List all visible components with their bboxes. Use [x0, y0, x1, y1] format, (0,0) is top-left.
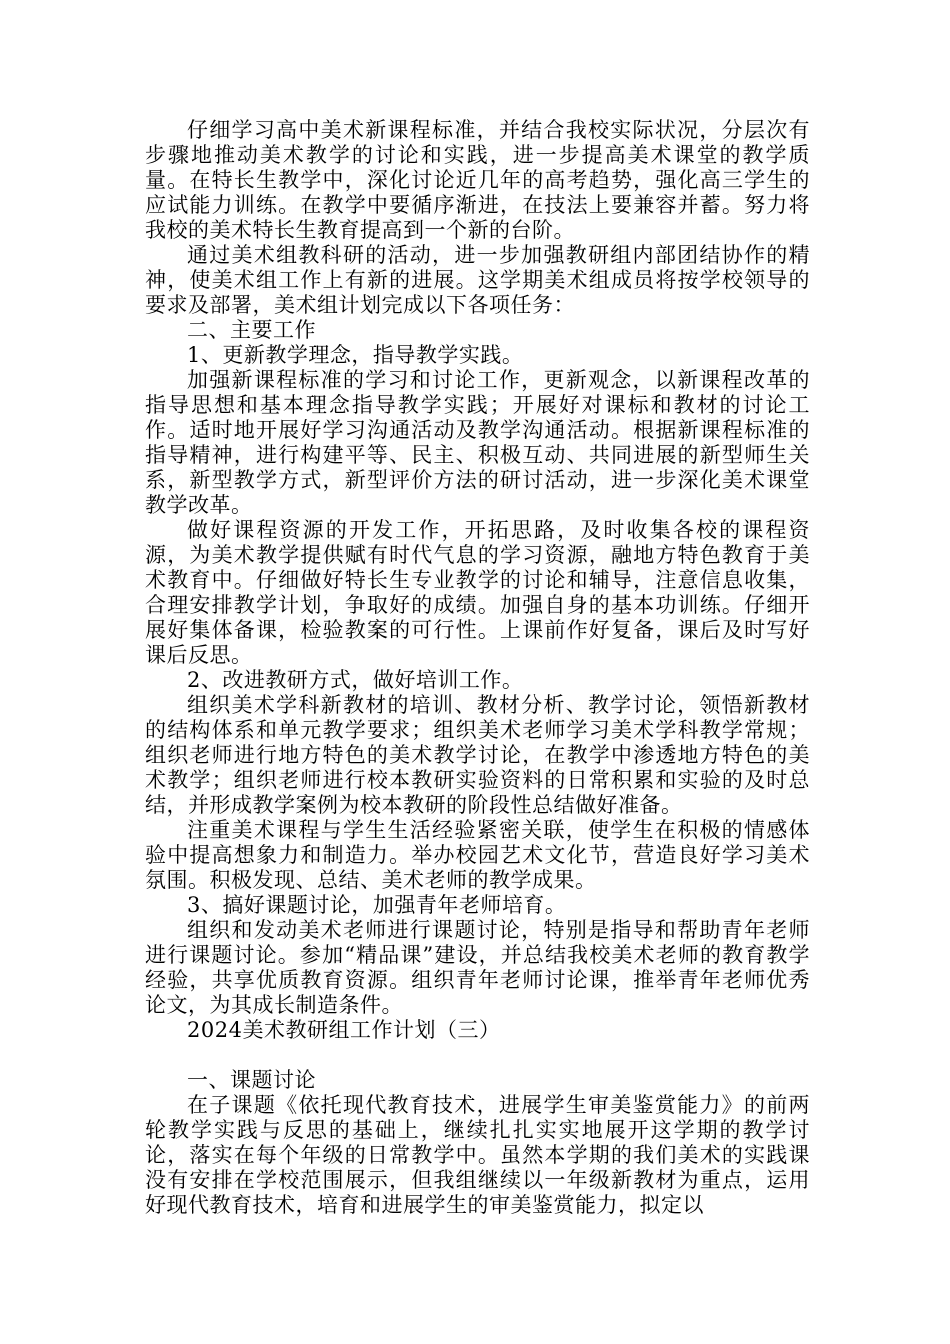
- section-heading-topic-research: 一、课题讨论: [187, 1068, 316, 1092]
- section-heading-main-work: 二、主要工作: [187, 318, 316, 342]
- paragraph-resources: 做好课程资源的开发工作，开拓思路，及时收集各校的课程资源，为美术教学提供赋有时代气息的学习资源，融地方特色教育于美术教育中。仔细做好特长生专业教学的讨论和辅导，注意信息收集，合理安排教学计划，争取好的成绩。加强自身的基本功训练。仔细开展好集体备课，检验教案的可行性。上课前作好复备，课后及时写好课后反思。: [145, 518, 810, 667]
- plan-title-three: 2024美术教研组工作计划（三）: [187, 1018, 501, 1042]
- paragraph-subtopic: 在子课题《依托现代教育技术，进展学生审美鉴赏能力》的前两轮教学实践与反思的基础上，继续扎扎实实地展开这学期的教学讨论，落实在每个年级的日常教学中。虽然本学期的我们美术的实践课没有安排在学校范围展示，但我组继续以一年级新教材为重点，运用好现代教育技术，培育和进展学生的审美鉴赏能力，拟定以: [145, 1093, 810, 1217]
- paragraph-life-experience: 注重美术课程与学生生活经验紧密关联，使学生在积极的情感体验中提高想象力和制造力。举办校园艺术文化节，营造良好学习美术氛围。积极发现、总结、美术老师的教学成果。: [145, 818, 810, 892]
- subheading-2: 2、改进教研方式，做好培训工作。: [187, 668, 524, 692]
- paragraph-training: 组织美术学科新教材的培训、教材分析、教学讨论，领悟新教材的结构体系和单元教学要求；组织美术老师学习美术学科教学常规；组织老师进行地方特色的美术教学讨论，在教学中渗透地方特色的美术教学；组织老师进行校本教研实验资料的日常积累和实验的及时总结，并形成教学案例为校本教研的阶段性总结做好准备。: [145, 693, 810, 817]
- paragraph-teamwork: 通过美术组教科研的活动，进一步加强教研组内部团结协作的精神，使美术组工作上有新的进展。这学期美术组成员将按学校领导的要求及部署，美术组计划完成以下各项任务：: [145, 243, 810, 317]
- subheading-3: 3、搞好课题讨论，加强青年老师培育。: [187, 893, 567, 917]
- blank-line: [145, 1043, 810, 1068]
- paragraph-intro: 仔细学习高中美术新课程标准，并结合我校实际状况，分层次有步骤地推动美术教学的讨论和实践，进一步提高美术课堂的教学质量。在特长生教学中，深化讨论近几年的高考趋势，强化高三学生的应试能力训练。在教学中要循序渐进，在技法上要兼容并蓄。努力将我校的美术特长生教育提高到一个新的台阶。: [145, 118, 810, 242]
- document-body: [145, 118, 810, 1218]
- paragraph-curriculum-study: 加强新课程标准的学习和讨论工作，更新观念，以新课程改革的指导思想和基本理念指导教学实践；开展好对课标和教材的讨论工作。适时地开展好学习沟通活动及教学沟通活动。根据新课程标准的指导精神，进行构建平等、民主、积极互动、共同进展的新型师生关系，新型教学方式，新型评价方法的研讨活动，进一步深化美术课堂教学改革。: [145, 368, 810, 517]
- paragraph-research: 组织和发动美术老师进行课题讨论，特别是指导和帮助青年老师进行课题讨论。参加“精品课”建设，并总结我校美术老师的教育教学经验，共享优质教育资源。组织青年老师讨论课，推举青年老师优秀论文，为其成长制造条件。: [145, 918, 810, 1017]
- subheading-1: 1、更新教学理念，指导教学实践。: [187, 343, 524, 367]
